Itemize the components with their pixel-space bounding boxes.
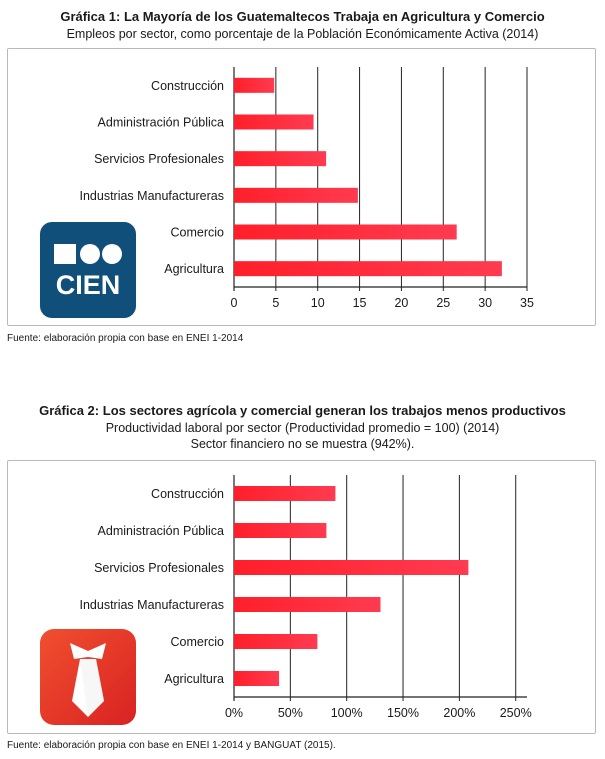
chart1-category-label-agricultura: Agricultura <box>164 262 224 277</box>
chart2-bar-agricultura <box>234 671 279 686</box>
chart1-bar-agricultura <box>234 261 502 276</box>
chart2-category-label-industrias-manufactureras: Industrias Manufactureras <box>79 598 224 612</box>
chart2-title-text: Los sectores agrícola y comercial generan los trabajos menos productivos <box>102 403 566 418</box>
cien-logo-circle-1 <box>80 244 100 264</box>
chart1-tick-label-7: 35 <box>520 296 534 310</box>
chart2-tick-label-2: 100% <box>330 706 363 720</box>
chart1-tick-label-4: 20 <box>394 296 409 310</box>
tie-logo <box>40 629 136 725</box>
chart2-bar-construccion <box>234 486 335 501</box>
chart2-bar-comercio <box>234 634 317 649</box>
chart2-bar-administracion-publica <box>234 523 326 538</box>
chart1-title <box>0 9 605 24</box>
cien-logo-circle-2 <box>102 244 122 264</box>
chart1-title-text: La Mayoría de los Guatemaltecos Trabaja en Agricultura y Comercio <box>123 9 545 24</box>
chart1-tick-label-6: 30 <box>478 296 493 310</box>
chart2-subtitle-1: Productividad laboral por sector (Productividad promedio = 100) (2014) <box>105 421 500 435</box>
chart1-tick-label-3: 15 <box>352 296 367 310</box>
chart2-category-label-comercio: Comercio <box>170 635 224 649</box>
chart2-subtitle-2: Sector financiero no se muestra (942%). <box>190 437 415 451</box>
chart1-category-label-industrias-manufactureras: Industrias Manufactureras <box>79 188 224 203</box>
chart2-category-label-construccion: Construcción <box>151 487 224 501</box>
chart2-panel <box>7 460 596 734</box>
chart1-category-label-construccion: Construcción <box>151 78 224 93</box>
chart2-tick-label-0: 0% <box>224 706 244 720</box>
chart1-tick-label-5: 25 <box>436 296 451 310</box>
chart1-source: Fuente: elaboración propia con base en ENEI 1-2014 <box>7 333 244 344</box>
chart1-category-label-servicios-profesionales: Servicios Profesionales <box>94 152 224 167</box>
chart1-bar-industrias-manufactureras <box>234 188 358 203</box>
chart1-bar-comercio <box>234 225 457 240</box>
chart2-bar-industrias-manufactureras <box>234 597 381 612</box>
chart2-source: Fuente: elaboración propia con base en ENEI 1-2014 y BANGUAT (2015). <box>7 740 336 751</box>
chart2-tick-label-5: 250% <box>499 706 532 720</box>
chart1-category-label-comercio: Comercio <box>170 225 224 240</box>
chart2-category-label-agricultura: Agricultura <box>164 672 224 686</box>
chart1-tick-label-2: 10 <box>310 296 325 310</box>
chart1-bar-administracion-publica <box>234 115 314 130</box>
chart2-category-label-administracion-publica: Administración Pública <box>97 524 224 538</box>
chart2-tick-label-4: 200% <box>443 706 476 720</box>
chart2-svg <box>8 461 595 733</box>
chart1-panel <box>7 48 596 326</box>
cien-logo-text: CIEN <box>55 270 121 300</box>
chart2-category-label-servicios-profesionales: Servicios Profesionales <box>94 561 224 575</box>
chart1-subtitle: Empleos por sector, como porcentaje de la Población Económicamente Activa (2014) <box>66 27 539 41</box>
chart1-category-label-administracion-publica: Administración Pública <box>97 115 224 130</box>
chart2-bar-servicios-profesionales <box>234 560 468 575</box>
chart1-tick-label-1: 5 <box>272 296 280 310</box>
cien-logo-square <box>54 244 76 264</box>
chart1-bar-servicios-profesionales <box>234 151 326 166</box>
chart2-tick-label-3: 150% <box>387 706 420 720</box>
chart2-tick-label-1: 50% <box>277 706 303 720</box>
chart1-title-prefix: Gráfica 1: <box>60 9 121 24</box>
chart1-tick-label-0: 0 <box>230 296 238 310</box>
chart1-bar-construccion <box>234 78 274 93</box>
chart2-title-prefix: Gráfica 2: <box>39 403 100 418</box>
cien-logo <box>40 222 136 318</box>
chart2-title <box>0 403 605 418</box>
chart1-svg <box>8 49 595 325</box>
